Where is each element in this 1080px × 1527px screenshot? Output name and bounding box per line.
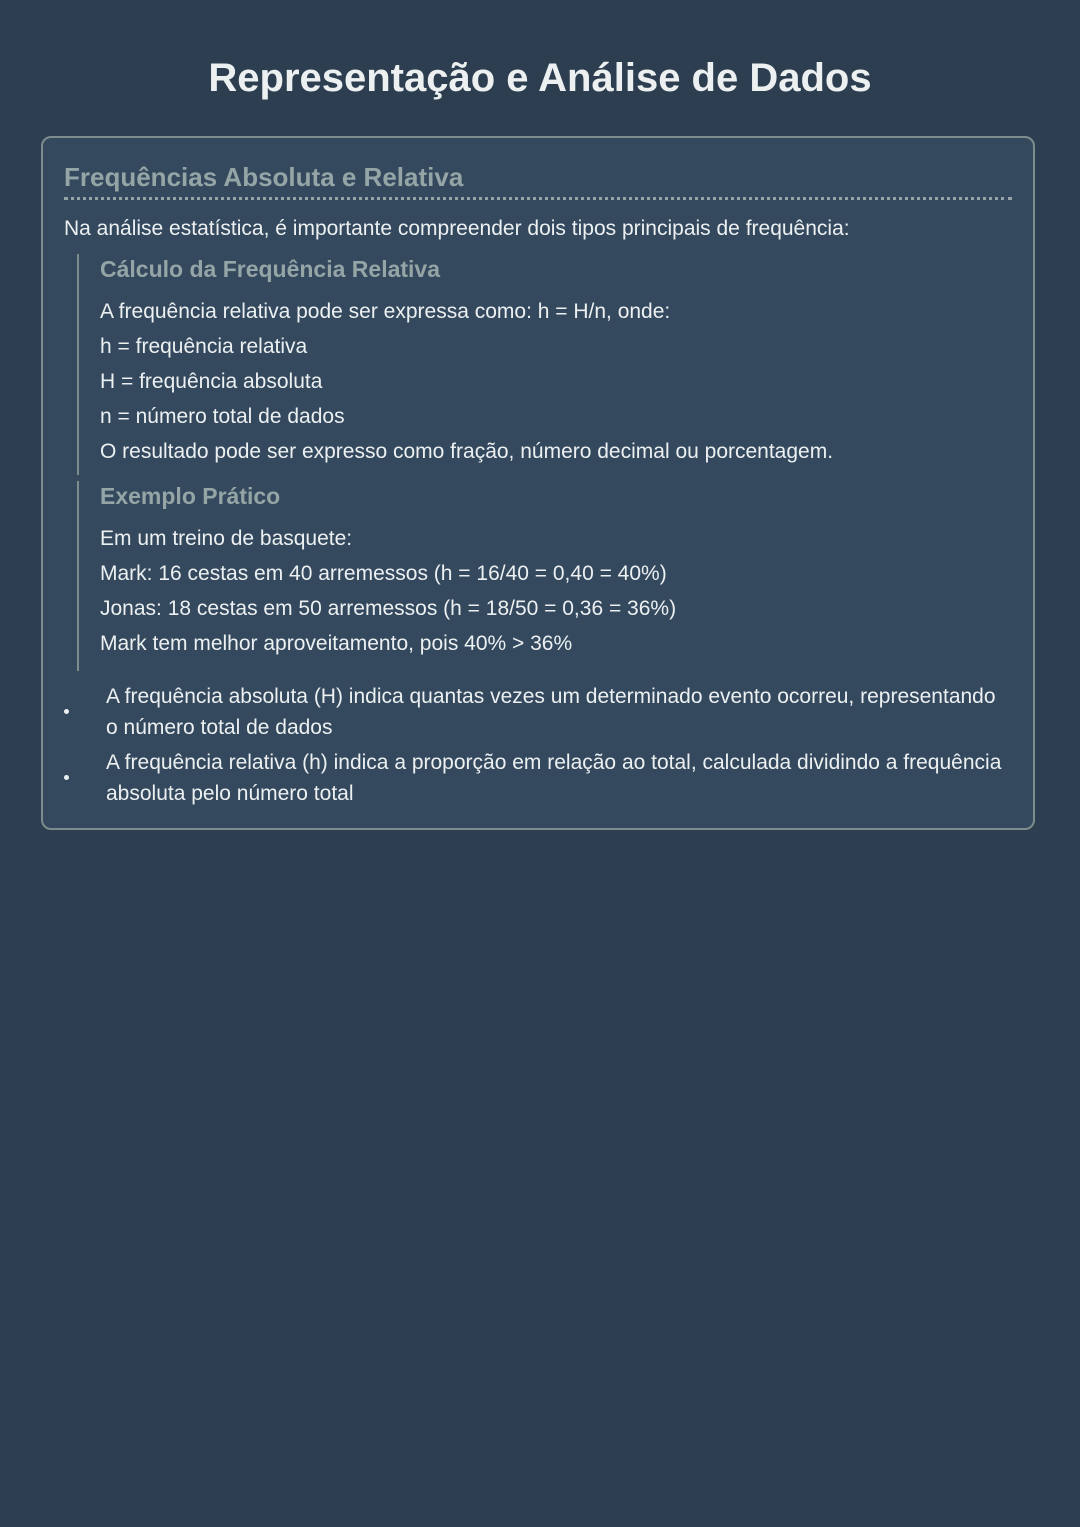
content-card [41,136,1035,830]
example-block [77,481,1012,671]
example-line: Em um treino de basquete: [100,527,353,550]
section-intro: Na análise estatística, é importante compreender dois tipos principais de frequência: [64,217,850,240]
example-title: Exemplo Prático [100,483,281,509]
list-item [64,681,1012,743]
calculation-line: H = frequência absoluta [100,370,323,393]
calculation-line: O resultado pode ser expresso como fração, número decimal ou porcentagem. [100,440,834,463]
calculation-line: n = número total de dados [100,405,345,428]
definitions-list [64,681,1012,809]
example-line: Mark: 16 cestas em 40 arremessos (h = 16/40 = 0,40 = 40%) [100,562,667,585]
list-item-text: A frequência relativa (h) indica a proporção em relação ao total, calculada dividindo a frequência absoluta pelo número total [106,751,1002,805]
calculation-line: A frequência relativa pode ser expressa como: h = H/n, onde: [100,300,671,323]
list-item [64,747,1012,809]
example-line: Jonas: 18 cestas em 50 arremessos (h = 18/50 = 0,36 = 36%) [100,597,677,620]
section-title: Frequências Absoluta e Relativa [64,160,1012,200]
calculation-title: Cálculo da Frequência Relativa [100,256,441,282]
page-title: Representação e Análise de Dados [208,56,872,100]
calculation-line: h = frequência relativa [100,335,308,358]
calculation-block [77,254,1012,475]
bullet-icon [64,709,69,714]
bullet-icon [64,775,69,780]
list-item-text: A frequência absoluta (H) indica quantas vezes um determinado evento ocorreu, representando o número total de dados [106,685,996,739]
example-line: Mark tem melhor aproveitamento, pois 40% > 36% [100,632,573,655]
